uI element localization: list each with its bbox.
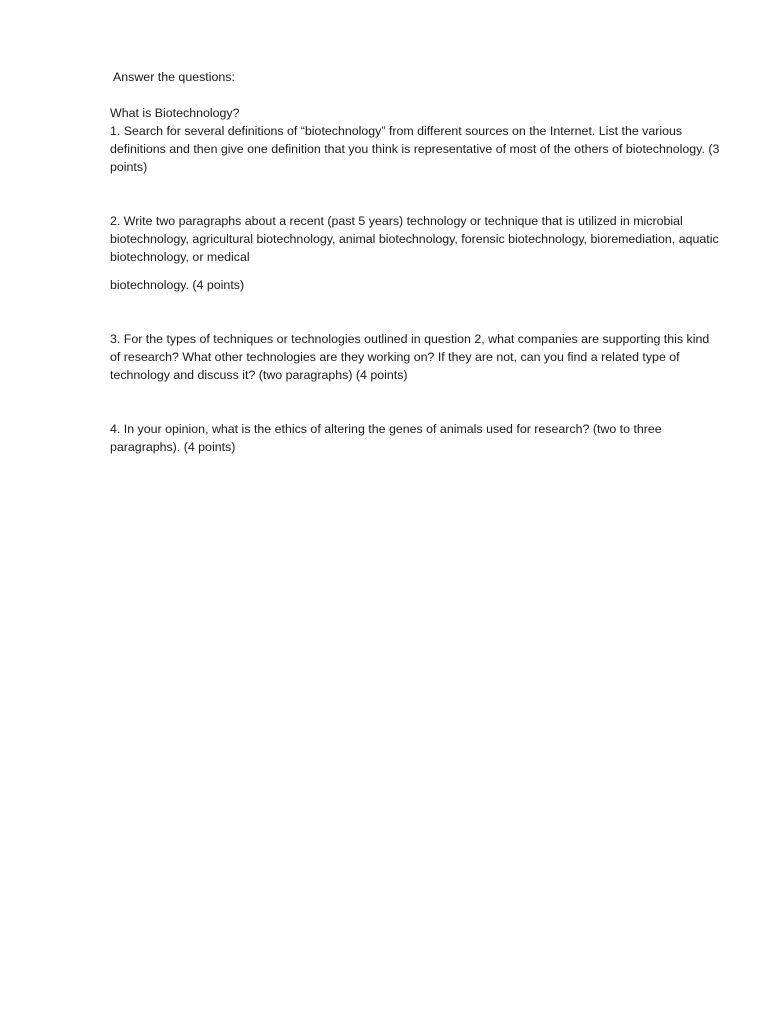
- section-title: What is Biotechnology?: [110, 106, 240, 120]
- question-4: 4. In your opinion, what is the ethics of altering the genes of animals used for research? (two to three paragraphs). (4 points): [110, 422, 662, 454]
- document-heading: Answer the questions:: [113, 70, 235, 84]
- question-2: 2. Write two paragraphs about a recent (past 5 years) technology or technique that is utilized in microbial biotechnology, agricultural biotechnology, animal biotechnology, forensic biotechnology, bioremediation, aquatic biotechnology, or medical: [110, 214, 719, 264]
- question-2-continuation: biotechnology. (4 points): [110, 278, 245, 292]
- question-1: 1. Search for several definitions of “biotechnology” from different sources on the Internet. List the various definitions and then give one definition that you think is representative of most of the others of biotechnology. (3 points): [110, 124, 720, 174]
- question-3: 3. For the types of techniques or technologies outlined in question 2, what companies are supporting this kind of research? What other technologies are they working on? If they are not, can you find a related type of technology and discuss it? (two paragraphs) (4 points): [110, 332, 710, 382]
- document-body: [110, 68, 720, 456]
